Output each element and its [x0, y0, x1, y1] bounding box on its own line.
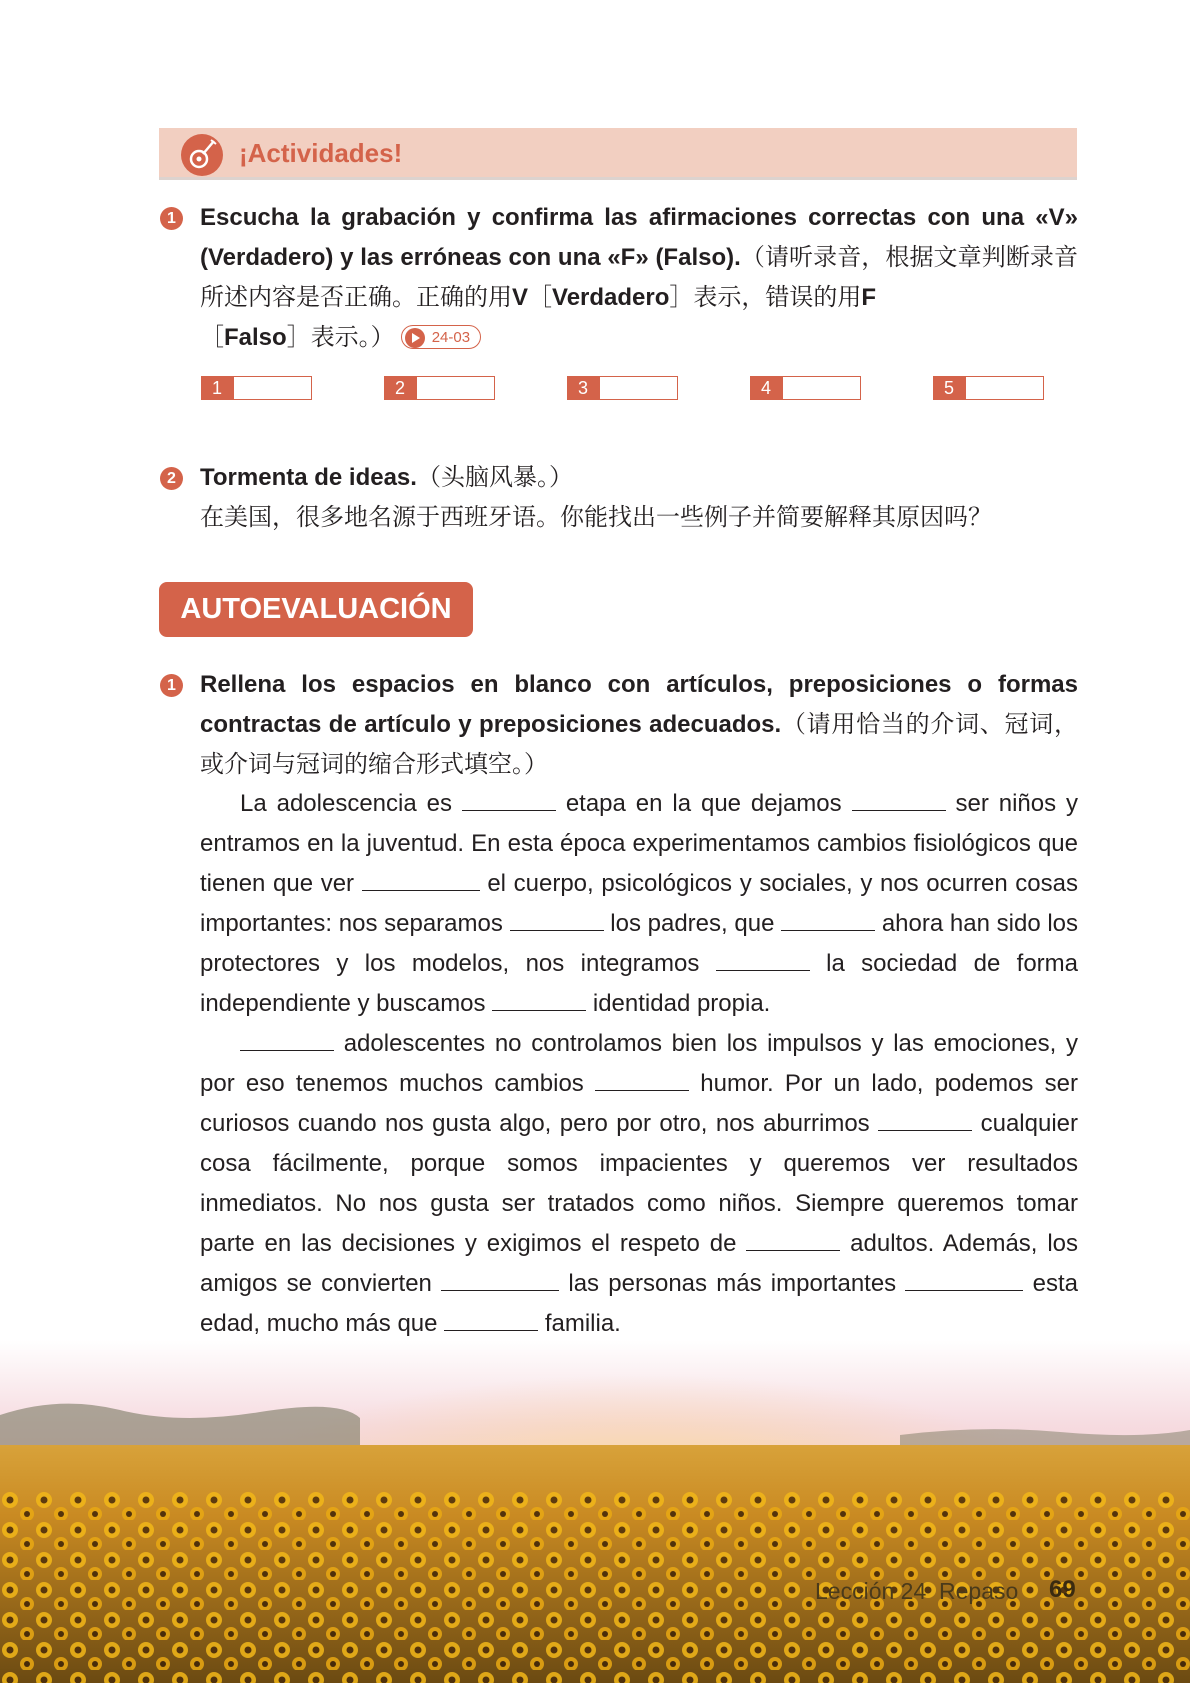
answer-number: 2	[385, 377, 417, 399]
text-segment: adolescentes no controlamos bien los impulsos y las emociones, y por eso tenemos muchos cambios	[200, 1030, 1078, 1097]
text-segment: humor. Por un lado, podemos ser curiosos cuando nos gusta algo, pero por otro, nos aburrimos	[200, 1070, 1079, 1137]
answer-box[interactable]	[384, 376, 495, 400]
text-segment: adultos. Además, los amigos se convierten	[200, 1230, 1079, 1297]
blank-field[interactable]	[716, 950, 810, 971]
blank-field[interactable]	[240, 1030, 334, 1051]
blank-field[interactable]	[444, 1310, 538, 1331]
audio-track-button[interactable]	[401, 325, 481, 349]
activities-banner	[159, 128, 1077, 180]
play-icon	[405, 328, 425, 348]
sunflower-field-image	[0, 1340, 1190, 1683]
answer-box[interactable]	[750, 376, 861, 400]
activities-title: ¡Actividades!	[239, 138, 403, 168]
text-segment: etapa en la que dejamos	[565, 790, 842, 817]
blank-field[interactable]	[781, 910, 875, 931]
instruction-falso: Falso	[224, 324, 287, 351]
instruction-cn: 表示。）	[310, 324, 395, 351]
text-segment: los padres, que	[610, 910, 775, 937]
answer-box[interactable]	[567, 376, 678, 400]
instruction-cn: （请听录音，根据文章判断录音所述内容是否正确。正确的用	[200, 244, 1078, 311]
audio-code: 24-03	[431, 328, 471, 346]
instruction-bold: Escucha la grabación y confirma las afirmaciones correctas con una «V» (Verdadero) y las erróneas con una «F» (Falso).	[200, 204, 1078, 271]
text-segment: esta edad, mucho más que	[200, 1270, 1079, 1337]
answer-number: 1	[202, 377, 234, 399]
answer-number: 3	[568, 377, 600, 399]
instruction-verdadero: Verdadero	[552, 284, 670, 311]
text-segment: identidad propia.	[592, 990, 771, 1017]
text-segment: ahora han sido los protectores y los modelos, nos integramos	[200, 910, 1079, 977]
answer-number: 5	[934, 377, 966, 399]
text-segment: el cuerpo, psicológicos y sociales, y nos ocurren cosas importantes: nos separamos	[200, 870, 1079, 937]
bracket: ］	[669, 284, 694, 311]
blank-field[interactable]	[595, 1070, 689, 1091]
blank-field[interactable]	[878, 1110, 972, 1131]
blank-field[interactable]	[905, 1270, 1023, 1291]
instruction-cn: 表示，错误的用	[693, 284, 862, 311]
answer-number: 4	[751, 377, 783, 399]
text-segment: La adolescencia es	[240, 790, 452, 817]
text-segment: ser niños y entramos en la juventud. En esta época experimentamos cambios fisiológicos que tienen que ver	[200, 790, 1079, 897]
page-number: 69	[1049, 1576, 1076, 1603]
blank-field[interactable]	[441, 1270, 559, 1291]
instruction-f: F	[861, 284, 877, 311]
activity-2	[200, 458, 1078, 538]
paragraph-1	[200, 784, 1078, 1024]
blank-field[interactable]	[362, 870, 480, 891]
activity-2-question: 在美国，很多地名源于西班牙语。你能找出一些例子并简要解释其原因吗？	[200, 504, 992, 531]
blank-field[interactable]	[462, 790, 556, 811]
autoevaluacion-heading: AUTOEVALUACIÓN	[159, 582, 473, 637]
footer-section-label: Repaso	[939, 1578, 1019, 1604]
answer-box[interactable]	[933, 376, 1044, 400]
fill-in-text	[200, 784, 1078, 1344]
activity-1-instructions	[200, 198, 1078, 358]
instruction-cn: （请用恰当的介词、冠词，或介词与冠词的缩合形式填空。）	[200, 711, 1079, 778]
activity-number-badge: 2	[160, 467, 183, 490]
blank-field[interactable]	[852, 790, 946, 811]
activity-2-title-cn: （头脑风暴。）	[416, 464, 573, 491]
bracket: ［	[528, 284, 553, 311]
text-segment: familia.	[544, 1310, 621, 1337]
footer-lesson	[815, 1578, 1018, 1605]
exercise-number-badge: 1	[160, 674, 183, 697]
text-segment: cualquier cosa fácilmente, porque somos impacientes y queremos ver resultados inmediatos. No nos gusta ser tratados como niños. Siempre queremos tomar parte en las decisiones y exigimos el respeto de	[200, 1110, 1078, 1257]
instruction-bold: Rellena los espacios en blanco con artículos, preposiciones o formas contractas de artículo y preposiciones adecuados.	[200, 671, 1078, 738]
instruction-v: V	[512, 284, 529, 311]
blank-field[interactable]	[510, 910, 604, 931]
guitar-icon	[181, 134, 223, 176]
text-segment: la sociedad de forma independiente y buscamos	[200, 950, 1079, 1017]
activity-2-title: Tormenta de ideas.	[200, 464, 417, 491]
paragraph-2	[200, 1024, 1078, 1344]
bracket: ［	[200, 324, 224, 351]
bracket: ］	[286, 324, 311, 351]
text-segment: las personas más importantes	[568, 1270, 897, 1297]
activity-number-badge: 1	[160, 207, 183, 230]
exercise-1-instructions	[200, 665, 1078, 785]
answer-box[interactable]	[201, 376, 312, 400]
blank-field[interactable]	[492, 990, 586, 1011]
blank-field[interactable]	[746, 1230, 840, 1251]
footer-lesson-label: Lección 24	[815, 1578, 927, 1604]
